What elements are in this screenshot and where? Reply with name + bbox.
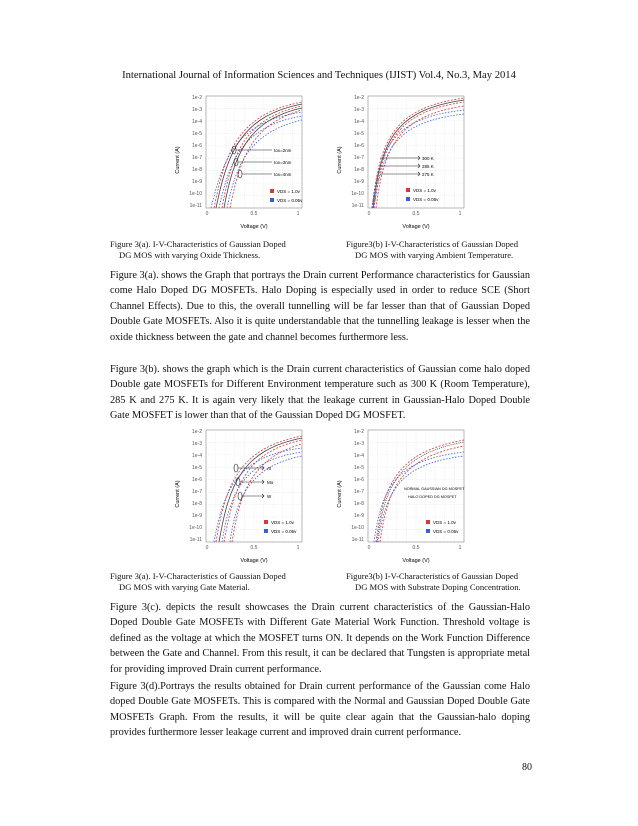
caption-line: DG MOS with varying Ambient Temperature.: [355, 250, 514, 260]
legend-swatch-blue: [264, 529, 268, 533]
x-tick: 1: [458, 211, 462, 217]
y-tick: 1e-9: [353, 179, 364, 185]
paragraph: Figure 3(b). shows the graph which is the Drain current characteristics of Gaussian come halo doped Double gate MOSFETs for Different Environment temperature such as 300 K (Room Temperature), 285 K and 275 K. It is again very likely that the leakage current in Gaussian-Halo Doped Double Gate MOSFET is lower than that of the Gaussian Doped DG MOSFET.: [110, 364, 530, 422]
x-ticks: [368, 211, 462, 217]
y-tick: 1e-8: [191, 501, 202, 507]
y-tick: 1e-4: [353, 119, 364, 125]
legend-swatch-red: [270, 189, 274, 193]
figure-3b-caption: [346, 239, 518, 261]
figure-3d-svg: [336, 422, 468, 564]
caption-line: Figure 3(a). I-V-Characteristics of Gaussian Doped: [110, 239, 286, 249]
y-tick: 1e-7: [191, 155, 202, 161]
y-tick: 1e-6: [191, 477, 202, 483]
page-number: 80: [522, 762, 532, 773]
y-tick: 1e-6: [353, 143, 364, 149]
caption-line: Figure3(b) I-V-Characteristics of Gaussian Doped: [346, 571, 518, 581]
x-tick: 0.5: [250, 211, 258, 217]
figure-3a-svg: [174, 88, 306, 230]
y-tick: 1e-11: [351, 537, 364, 543]
y-tick: 1e-3: [191, 107, 202, 113]
caption-line: DG MOS with Substrate Doping Concentration.: [355, 582, 521, 592]
y-tick: 1e-7: [353, 155, 364, 161]
y-tick: 1e-8: [353, 501, 364, 507]
y-tick: 1e-5: [191, 465, 202, 471]
y-tick: 1e-5: [191, 131, 202, 137]
y-tick: 1e-7: [191, 489, 202, 495]
y-tick: 1e-9: [353, 513, 364, 519]
y-tick: 1e-7: [353, 489, 364, 495]
legend-label: VDS = 0.05v: [277, 198, 303, 203]
annotation-label: W: [267, 494, 272, 499]
x-axis-label: Voltage (V): [240, 224, 268, 230]
y-tick: 1e-4: [191, 453, 202, 459]
y-tick: 1e-6: [353, 477, 364, 483]
x-tick: 0: [205, 545, 209, 551]
annotation-label: tox=3nm: [274, 160, 292, 165]
x-ticks: [368, 545, 462, 551]
y-tick: 1e-11: [189, 537, 202, 543]
caption-line: DG MOS with varying Oxide Thickness.: [119, 250, 261, 260]
annotation-label: 275 K: [422, 172, 434, 177]
figure-3c-caption: [110, 571, 286, 593]
annotation-label: 285 K: [422, 164, 434, 169]
annotation-label: 300 K: [422, 156, 434, 161]
legend-label: VDS = 1.0v: [413, 188, 436, 193]
x-tick: 1: [296, 211, 300, 217]
legend-label: VDS = 0.05v: [271, 529, 297, 534]
paragraph: Figure 3(d).Portrays the results obtained for Drain current performance of the Gaussian come Halo doped Double Gate MOSFETs. This is compared with the Normal and Gaussian Doped Double Gate MOSFETs Graph. From the results, it will be quite clear again that the Gaussian-halo doping provides furthermore lesser leakage current and improved drain current performance.: [110, 681, 530, 739]
y-tick: 1e-8: [353, 167, 364, 173]
y-tick: 1e-4: [191, 119, 202, 125]
y-tick: 1e-5: [353, 465, 364, 471]
figure-3a-caption: [110, 239, 286, 261]
figure-3d-caption: [346, 571, 521, 593]
legend-label: VDS = 0.05v: [413, 197, 439, 202]
y-tick: 1e-2: [191, 95, 202, 101]
running-header: International Journal of Information Sciences and Techniques (IJIST) Vol.4, No.3, May 2014: [122, 70, 516, 81]
y-tick: 1e-6: [191, 143, 202, 149]
y-tick: 1e-10: [189, 191, 202, 197]
y-tick: 1e-2: [191, 429, 202, 435]
annotation-label: tox=2nm: [274, 148, 292, 153]
annotation-label: Mo: [267, 480, 274, 485]
y-axis-label: Current (A): [337, 146, 343, 174]
y-tick: 1e-11: [351, 203, 364, 209]
x-tick: 1: [296, 545, 300, 551]
legend-swatch-blue: [406, 197, 410, 201]
legend-swatch-blue: [270, 198, 274, 202]
y-axis-label: Current (A): [337, 480, 343, 508]
legend-label: VDS = 1.0v: [271, 520, 294, 525]
y-tick: 1e-2: [353, 95, 364, 101]
x-axis-label: Voltage (V): [240, 558, 268, 564]
x-tick: 0.5: [412, 211, 420, 217]
legend-label: VDS = 1.0v: [433, 520, 456, 525]
figure-3b-svg: [336, 88, 468, 230]
figure-3b-plot: [336, 88, 468, 230]
y-tick: 1e-2: [353, 429, 364, 435]
y-ticks: [351, 429, 364, 543]
y-tick: 1e-10: [351, 191, 364, 197]
figure-3c-plot: [174, 422, 306, 564]
x-tick: 0.5: [412, 545, 420, 551]
y-tick: 1e-3: [353, 441, 364, 447]
annotation-label: tox=4nm: [274, 172, 292, 177]
y-ticks: [351, 95, 364, 209]
figure-3a-plot: [174, 88, 306, 230]
x-ticks: [206, 545, 300, 551]
y-tick: 1e-3: [353, 107, 364, 113]
annotation-label: HALO DOPED DG MOSFET: [408, 495, 457, 499]
legend-swatch-red: [264, 520, 268, 524]
annotation-label: NORMAL GAUSSIAN DG MOSFET: [404, 487, 465, 491]
x-ticks: [206, 211, 300, 217]
legend-label: VDS = 1.0v: [277, 189, 300, 194]
legend-swatch-red: [426, 520, 430, 524]
y-ticks: [189, 95, 202, 209]
y-tick: 1e-11: [189, 203, 202, 209]
x-axis-label: Voltage (V): [402, 224, 430, 230]
annotation-label: Al: [267, 466, 272, 471]
x-tick: 0: [367, 545, 371, 551]
paragraph: Figure 3(a). shows the Graph that portrays the Drain current Performance characteristics for Gaussian come Halo Doped DG MOSFETs. Halo Doping is especially used in order to reduce SCE (Short Channel Effects). Due to this, the overall tunnelling will be far lesser than that of Gaussian Doped Double Gate MOSFETs. Also it is quite understandable that the tunnelling leakage is lesser when the oxide thickness between the gate and channel becomes furthermore less.: [110, 270, 530, 343]
y-tick: 1e-9: [191, 179, 202, 185]
figure-3c-svg: [174, 422, 306, 564]
x-tick: 1: [458, 545, 462, 551]
paragraph: Figure 3(c). depicts the result showcases the Drain current characteristics of the Gaussian-Halo Doped Double Gate MOSFETs with Different Gate Material Work Function. Threshold voltage is defined as the voltage at which the MOSFET turns ON. It depends on the Work Function Difference between the Gate and Channel. From this result, it can be declared that Tungsten is appropriate metal for providing improved Drain current performance.: [110, 602, 530, 675]
y-axis-label: Current (A): [175, 480, 181, 508]
x-tick: 0: [205, 211, 209, 217]
caption-line: DG MOS with varying Gate Material.: [119, 582, 250, 592]
figure-3d-plot: [336, 422, 468, 564]
y-tick: 1e-8: [191, 167, 202, 173]
y-tick: 1e-3: [191, 441, 202, 447]
x-tick: 0.5: [250, 545, 258, 551]
y-axis-label: Current (A): [175, 146, 181, 174]
y-ticks: [189, 429, 202, 543]
y-tick: 1e-9: [191, 513, 202, 519]
x-axis-label: Voltage (V): [402, 558, 430, 564]
x-tick: 0: [367, 211, 371, 217]
legend-swatch-blue: [426, 529, 430, 533]
legend-swatch-red: [406, 188, 410, 192]
legend-label: VDS = 0.05v: [433, 529, 459, 534]
caption-line: Figure3(b) I-V-Characteristics of Gaussian Doped: [346, 239, 518, 249]
y-tick: 1e-5: [353, 131, 364, 137]
y-tick: 1e-10: [351, 525, 364, 531]
y-tick: 1e-10: [189, 525, 202, 531]
y-tick: 1e-4: [353, 453, 364, 459]
caption-line: Figure 3(a). I-V-Characteristics of Gaussian Doped: [110, 571, 286, 581]
